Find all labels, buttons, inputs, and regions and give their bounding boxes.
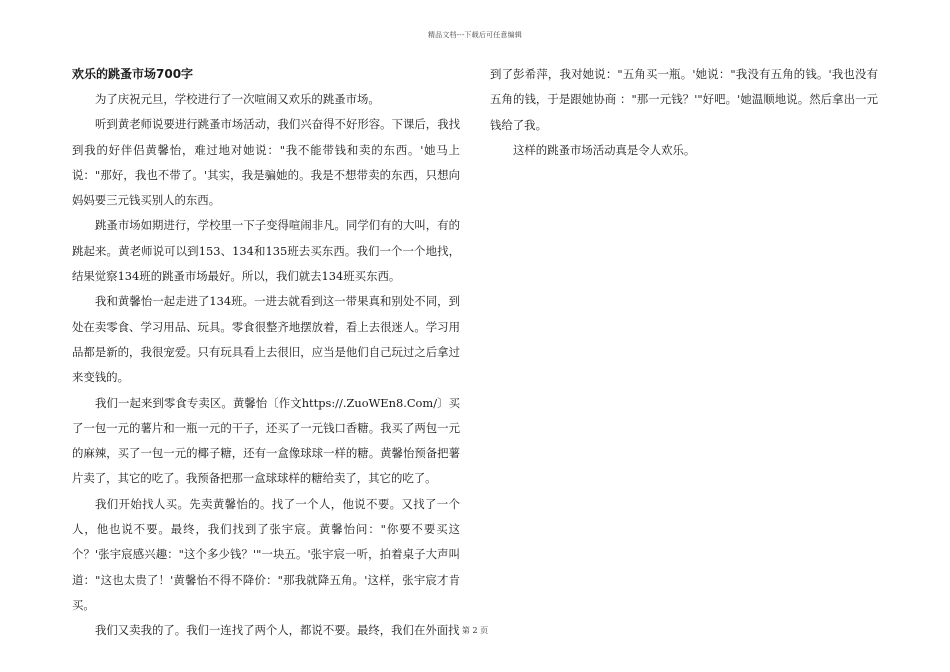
left-column [72, 62, 460, 644]
page-number: 第 2 页 [461, 626, 489, 635]
paragraph: 我们开始找人买。先卖黄馨怡的。找了一个人，他说不要。又找了一个人，他也说不要。最终，我们找到了张宇宸。黄馨怡问："你要不要买这个？'张宇宸感兴趣："这个多少钱？'"一块五。'张宇宸一听，拍着桌子大声叫道："这也太贵了！'黄馨怡不得不降价："那我就降五角。'这样，张宇宸才肯买。 [72, 496, 460, 612]
paragraph: 跳蚤市场如期进行，学校里一下子变得喧闹非凡。同学们有的大叫，有的跳起来。黄老师说可以到153、134和135班去买东西。我们一个一个地找，结果觉察134班的跳蚤市场最好。所以，我们就去134班买东西。 [72, 218, 460, 284]
paragraph-continued: 到了彭希萍，我对她说："五角买一瓶。'她说："我没有五角的钱。'我也没有五角的钱，于是跟她协商 ："那一元钱？'"好吧。'她温顺地说。然后拿出一元钱给了我。 [490, 67, 878, 132]
paragraph: 我和黄馨怡一起走进了134班。一进去就看到这一带果真和别处不同，到处在卖零食、学习用品、玩具。零食很整齐地摆放着，看上去很迷人。学习用品都是新的，我很宠爱。只有玩具看上去很旧，应当是他们自己玩过之后拿过来变钱的。 [72, 294, 460, 385]
paragraph: 这样的跳蚤市场活动真是令人欢乐。 [513, 142, 696, 157]
paragraph: 为了庆祝元旦，学校进行了一次喧闹又欢乐的跳蚤市场。 [95, 92, 380, 106]
page-header: 精品文档---下载后可任意编辑 [427, 31, 523, 39]
paragraph: 听到黄老师说要进行跳蚤市场活动，我们兴奋得不好形容。下课后，我找到我的好伴侣黄馨怡，难过地对她说："我不能带钱和卖的东西。'她马上说："那好，我也不带了。'其实，我是骗她的。我是不想带卖的东西，只想向妈妈要三元钱买别人的东西。 [72, 117, 460, 208]
paragraph: 我们一起来到零食专卖区。黄馨怡〔作文https://.ZuoWEn8.Com/〕买了一包一元的薯片和一瓶一元的干子，还买了一元钱口香糖。我买了两包一元的麻辣，买了一包一元的椰子糖，还有一盒像球球一样的糖。黄馨怡预备把薯片卖了，其它的吃了。我预备把那一盒球球样的糖给卖了，其它的吃了。 [72, 395, 460, 486]
right-column [490, 62, 878, 163]
article-title: 欢乐的跳蚤市场700字 [72, 67, 194, 81]
paragraph: 我们又卖我的了。我们一连找了两个人，都说不要。最终，我们在外面找 [95, 623, 460, 638]
